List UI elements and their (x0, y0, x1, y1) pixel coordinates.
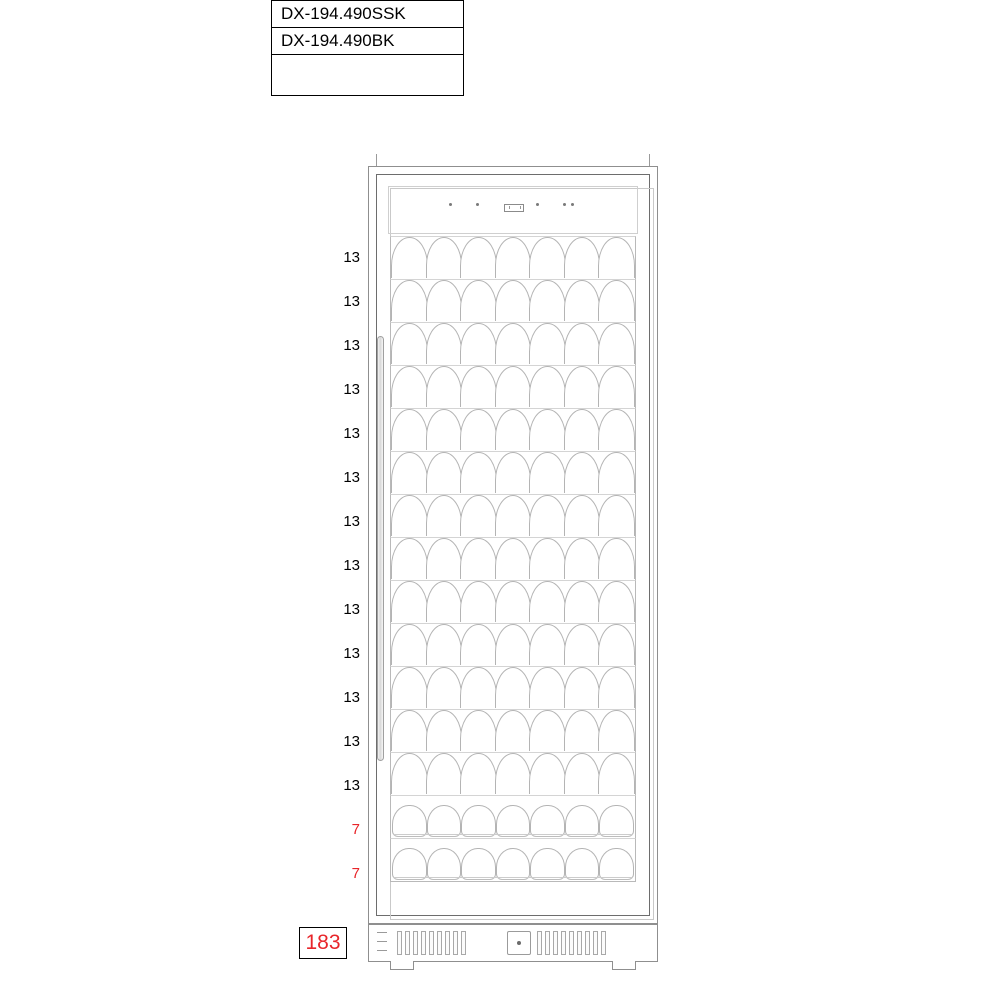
bottle-group (391, 538, 635, 580)
bottle (564, 581, 601, 622)
grille-slat (405, 931, 410, 955)
grille-slat (421, 931, 426, 955)
bottle (564, 237, 601, 278)
bottle-group (391, 237, 635, 279)
bottle (564, 753, 601, 794)
bottle (496, 805, 531, 837)
indicator-dot (536, 203, 539, 206)
bottle-group (391, 624, 635, 666)
bottle (426, 452, 463, 493)
indicator-dot (571, 203, 574, 206)
bottle (564, 624, 601, 665)
bottle (391, 624, 428, 665)
shelf-bottle-count-label: 13 (343, 689, 360, 706)
bottle (599, 848, 634, 880)
bottle (426, 495, 463, 536)
bottle (426, 280, 463, 321)
bottle (495, 538, 532, 579)
bottle (598, 452, 635, 493)
grille-slat (585, 931, 590, 955)
bottle-group (391, 495, 635, 537)
bottle (529, 710, 566, 751)
bottle (391, 581, 428, 622)
shelf-row (390, 666, 636, 710)
bottle (598, 624, 635, 665)
bottle (529, 624, 566, 665)
bottle (495, 366, 532, 407)
shelf-row (390, 752, 636, 796)
indicator-dot (476, 203, 479, 206)
bottle-group (391, 796, 635, 838)
bottle (426, 667, 463, 708)
bottle (460, 452, 497, 493)
bottle (426, 581, 463, 622)
vent-knob-icon (507, 931, 531, 955)
shelf-bottle-count-label: 13 (343, 469, 360, 486)
dimension-tick-right (649, 154, 650, 166)
bottle (391, 452, 428, 493)
bottle (391, 323, 428, 364)
bottle (392, 805, 427, 837)
bottle (529, 366, 566, 407)
bottle (530, 848, 565, 880)
bottle (529, 409, 566, 450)
bottle (495, 452, 532, 493)
bottle (598, 667, 635, 708)
bottle (391, 366, 428, 407)
bottle (461, 805, 496, 837)
shelf-row (390, 236, 636, 280)
bottle (564, 280, 601, 321)
shelf-row (390, 795, 636, 839)
bottle-group (391, 581, 635, 623)
shelf-bottle-count-label: 13 (343, 777, 360, 794)
grille-slat (561, 931, 566, 955)
model-number-table (271, 0, 464, 96)
bottle (529, 581, 566, 622)
bottle (529, 538, 566, 579)
wine-cabinet-drawing (368, 166, 658, 924)
grille-slat (429, 931, 434, 955)
bottle (426, 624, 463, 665)
shelf-bottle-count-label: 7 (351, 865, 360, 882)
bottle (427, 848, 462, 880)
bottle (391, 495, 428, 536)
temp-down-button-icon[interactable] (535, 203, 551, 217)
shelf-row (390, 537, 636, 581)
bottle (495, 495, 532, 536)
control-panel[interactable] (388, 186, 638, 234)
bottle-group (391, 753, 635, 795)
grille-right (537, 931, 606, 955)
display-icon (502, 203, 524, 217)
grille-slat (537, 931, 542, 955)
bottle (460, 237, 497, 278)
bottle (495, 753, 532, 794)
leveling-foot-left (390, 961, 414, 970)
total-capacity-badge: 183 (299, 927, 347, 959)
bottle (426, 366, 463, 407)
grille-slat (593, 931, 598, 955)
shelf-bottle-count-label: 7 (351, 821, 360, 838)
bottle (598, 409, 635, 450)
shelf-row (390, 365, 636, 409)
bottle (598, 280, 635, 321)
leveling-foot-right (612, 961, 636, 970)
light-button-icon[interactable] (448, 203, 464, 217)
shelf-bottle-count-label: 13 (343, 381, 360, 398)
bottle (564, 495, 601, 536)
bottle-group (391, 409, 635, 451)
bottle (564, 710, 601, 751)
bottle-group (391, 667, 635, 709)
shelf-row (390, 580, 636, 624)
bottle (460, 495, 497, 536)
cabinet-base (368, 924, 658, 970)
bottle (460, 538, 497, 579)
shelf-bottle-count-label: 13 (343, 645, 360, 662)
bottle (598, 495, 635, 536)
grille-left (397, 931, 466, 955)
bottle (598, 323, 635, 364)
bottle (599, 805, 634, 837)
bottle (426, 538, 463, 579)
shelf-row (390, 623, 636, 667)
bottle (426, 323, 463, 364)
bottle (461, 848, 496, 880)
bottle (391, 280, 428, 321)
shelf-stack (390, 236, 636, 896)
shelf-rail (393, 877, 633, 878)
bottle (495, 710, 532, 751)
bottle (391, 237, 428, 278)
power-button-icon[interactable] (562, 203, 578, 217)
grille-slat (453, 931, 458, 955)
bottle (529, 237, 566, 278)
bottle (529, 323, 566, 364)
grille-slat (461, 931, 466, 955)
shelf-bottle-count-label: 13 (343, 513, 360, 530)
table-row (272, 1, 464, 28)
shelf-row (390, 494, 636, 538)
bottle (529, 495, 566, 536)
shelf-bottle-count-label: 13 (343, 249, 360, 266)
row-count-labels (310, 166, 360, 924)
grille-slat (397, 931, 402, 955)
bottle (495, 667, 532, 708)
bottle (564, 667, 601, 708)
bottle-group (391, 323, 635, 365)
temp-up-button-icon[interactable] (475, 203, 491, 217)
shelf-bottle-count-label: 13 (343, 337, 360, 354)
bottle-group (391, 839, 635, 881)
shelf-row (390, 408, 636, 452)
bottle (426, 237, 463, 278)
shelf-bottle-count-label: 13 (343, 601, 360, 618)
shelf-bottle-count-label: 13 (343, 733, 360, 750)
dimension-tick-left (376, 154, 377, 166)
indicator-dot (449, 203, 452, 206)
bottle (391, 753, 428, 794)
shelf-row (390, 279, 636, 323)
bottle (564, 452, 601, 493)
bottle (564, 323, 601, 364)
bottle (495, 237, 532, 278)
bottle (564, 366, 601, 407)
bottle (529, 667, 566, 708)
bottle (598, 237, 635, 278)
bottle (598, 538, 635, 579)
bottle (460, 409, 497, 450)
shelf-bottle-count-label: 13 (343, 425, 360, 442)
grille-slat (545, 931, 550, 955)
model-cell: DX-194.490SSK (272, 1, 464, 28)
bottle (460, 366, 497, 407)
bottle (598, 581, 635, 622)
door-handle[interactable] (377, 336, 384, 761)
model-cell: DX-194.490BK (272, 28, 464, 55)
bottle (530, 805, 565, 837)
shelf-bottle-count-label: 13 (343, 557, 360, 574)
bottle (495, 581, 532, 622)
bottle (460, 581, 497, 622)
bottle-group (391, 710, 635, 752)
bottle (529, 280, 566, 321)
grille-slat (569, 931, 574, 955)
grille-slat (437, 931, 442, 955)
bottle (391, 409, 428, 450)
shelf-rail (393, 834, 633, 835)
grille-slat (445, 931, 450, 955)
table-row-empty (272, 55, 464, 96)
bottle (460, 710, 497, 751)
shelf-row (390, 322, 636, 366)
bottle (495, 624, 532, 665)
base-body (368, 924, 658, 962)
bottle (460, 323, 497, 364)
bottle (495, 280, 532, 321)
bottle (495, 409, 532, 450)
bottle (495, 323, 532, 364)
base-vent-marks (377, 930, 389, 956)
bottle (427, 805, 462, 837)
indicator-dot (563, 203, 566, 206)
model-cell-empty (272, 55, 464, 96)
grille-slat (553, 931, 558, 955)
bottle (391, 710, 428, 751)
bottle (598, 753, 635, 794)
shelf-row (390, 709, 636, 753)
grille-slat (413, 931, 418, 955)
bottle (426, 753, 463, 794)
bottle (460, 624, 497, 665)
bottle (529, 753, 566, 794)
bottle (392, 848, 427, 880)
bottle (460, 753, 497, 794)
seven-segment-display (504, 204, 524, 212)
bottle (564, 409, 601, 450)
bottle (496, 848, 531, 880)
shelf-bottle-count-label: 13 (343, 293, 360, 310)
bottle (598, 366, 635, 407)
bottle (460, 667, 497, 708)
grille-slat (577, 931, 582, 955)
bottle (426, 409, 463, 450)
bottle (529, 452, 566, 493)
bottle (460, 280, 497, 321)
bottle (598, 710, 635, 751)
bottle-group (391, 452, 635, 494)
bottle (564, 538, 601, 579)
bottle (565, 805, 600, 837)
bottle (426, 710, 463, 751)
bottle-group (391, 366, 635, 408)
bottle (391, 538, 428, 579)
shelf-row (390, 451, 636, 495)
bottle (565, 848, 600, 880)
bottle-group (391, 280, 635, 322)
grille-slat (601, 931, 606, 955)
table-row (272, 28, 464, 55)
bottle (391, 667, 428, 708)
shelf-row (390, 838, 636, 882)
